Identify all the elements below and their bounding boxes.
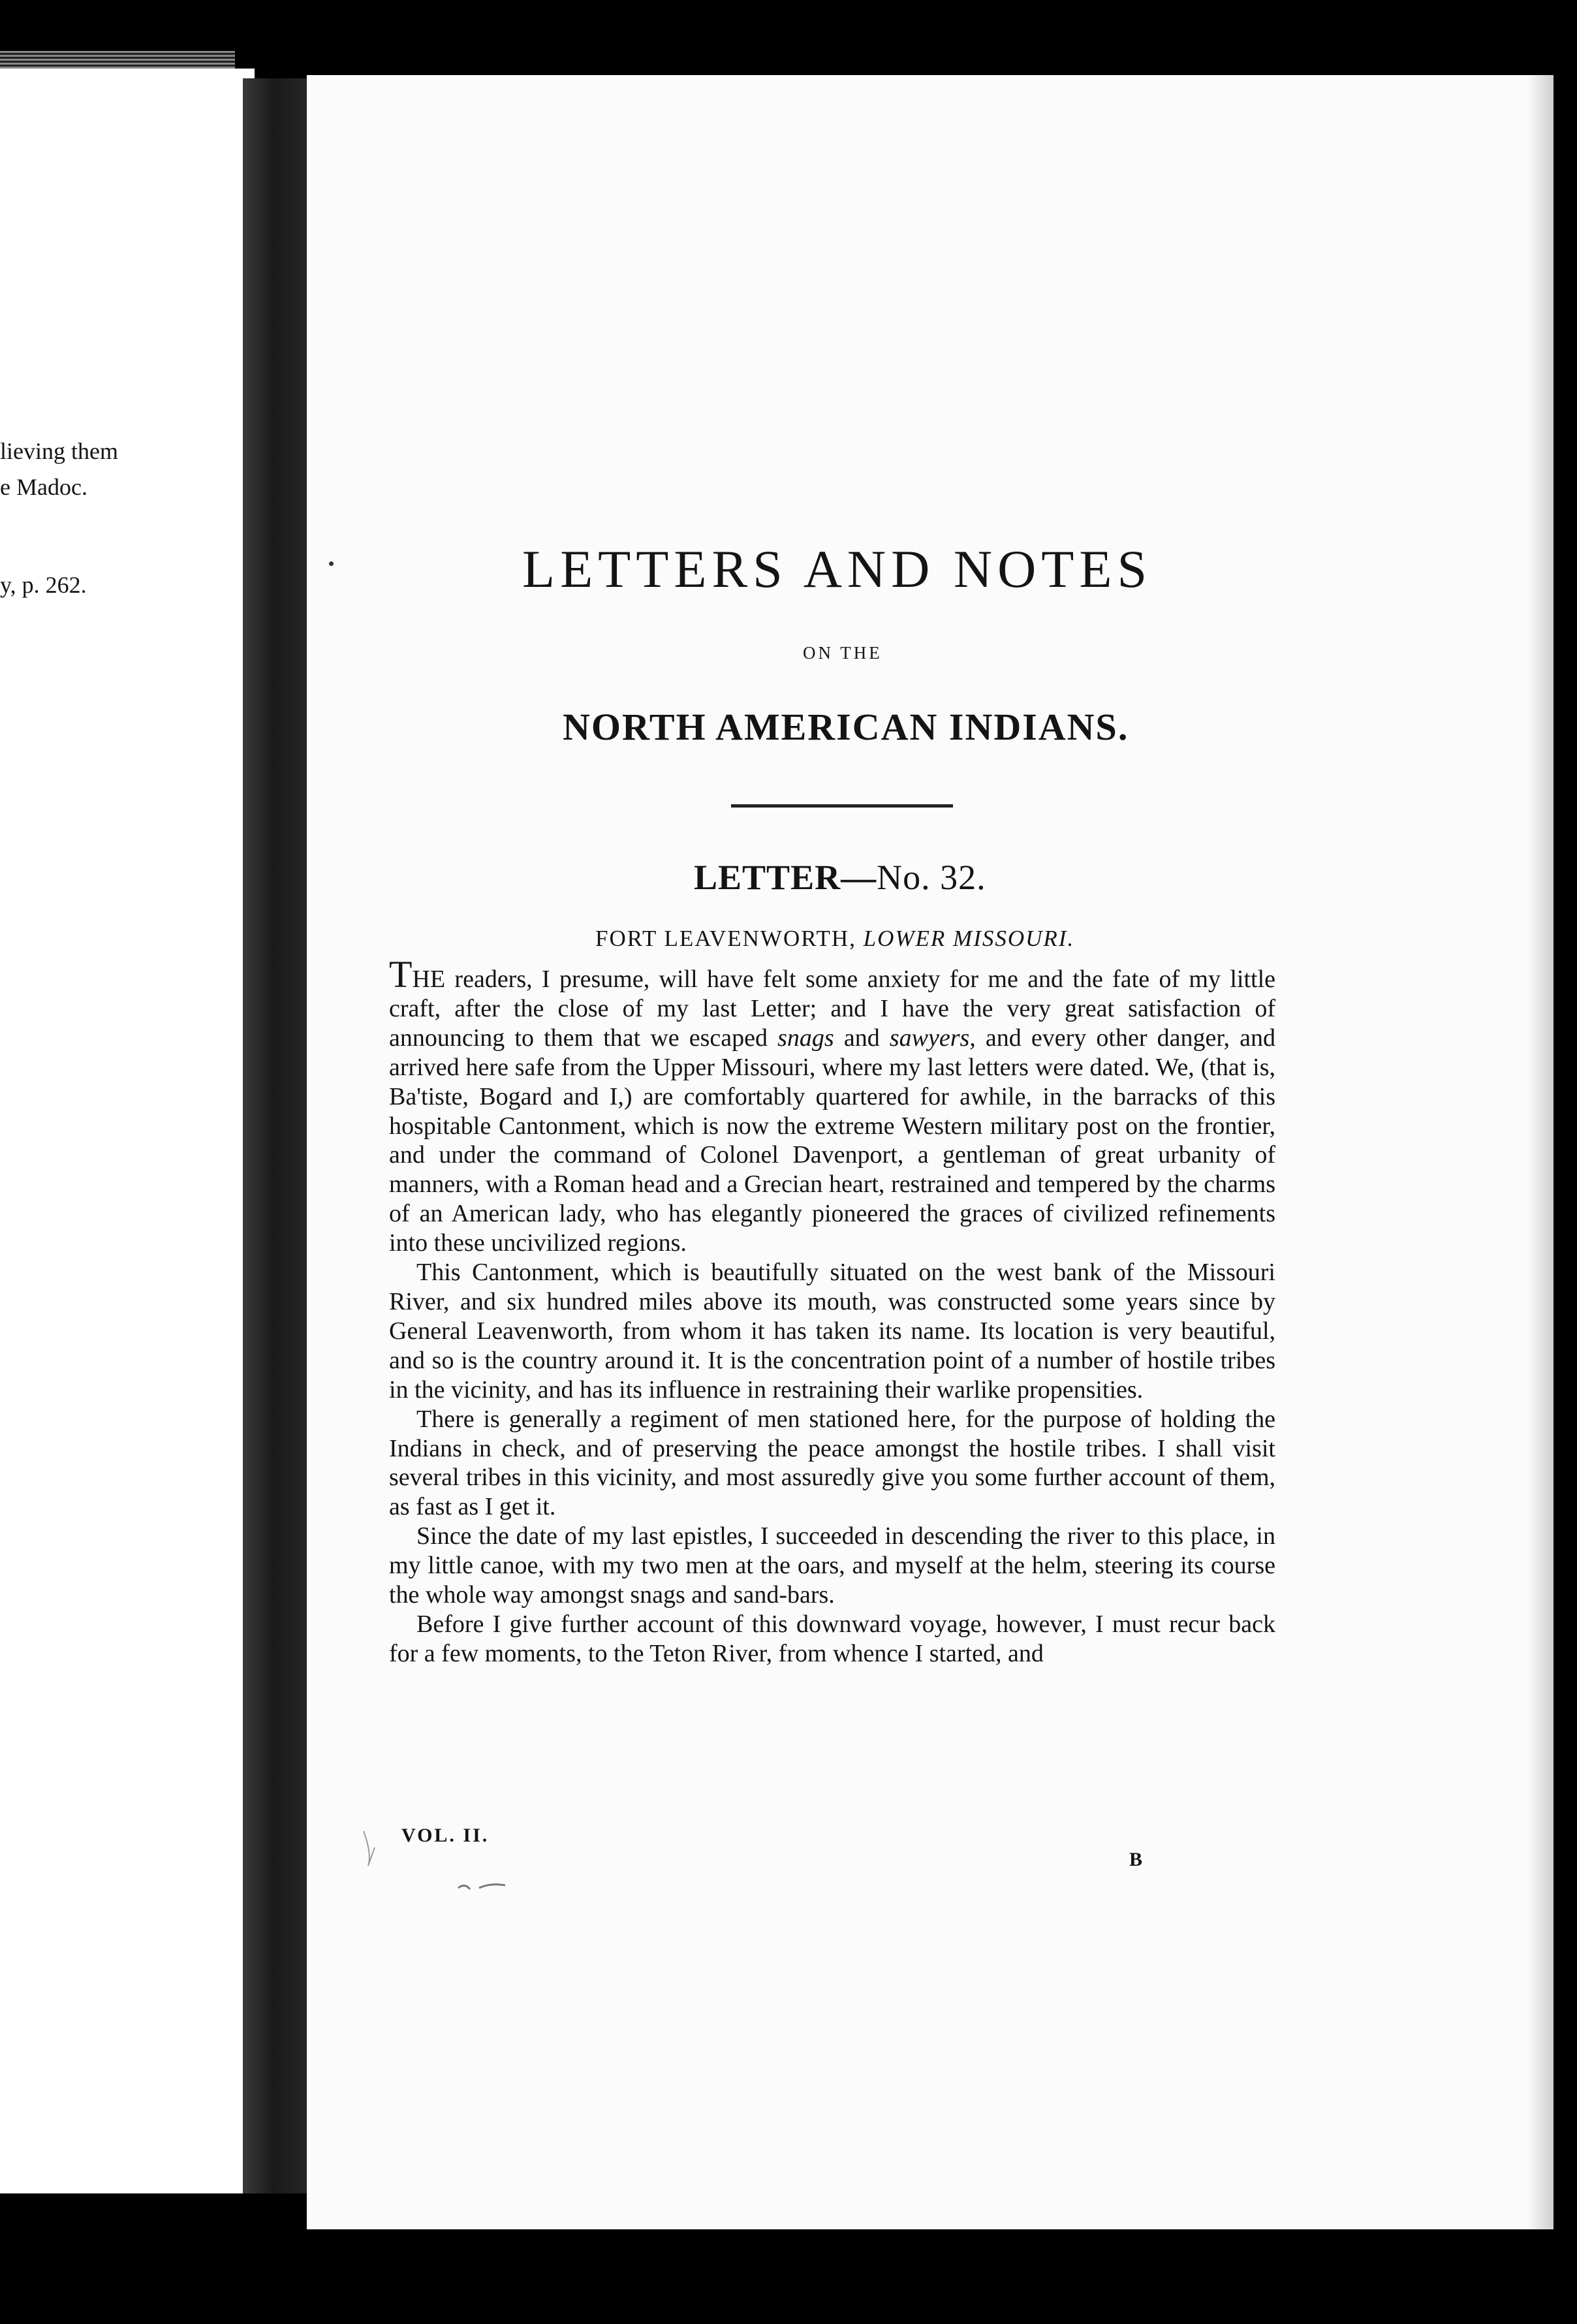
left-page-note: e Madoc. — [0, 474, 87, 500]
body-paragraph: Since the date of my last epistles, I succeeded in descending the river to this place, in my little canoe, with my two men at the oars, and myself at the helm, steering its course the whole way amongst snags and sand-bars. — [389, 1522, 1275, 1609]
ink-speck — [329, 561, 334, 566]
body-paragraph: This Cantonment, which is beautifully situated on the west bank of the Missouri River, and six hundred miles above its mouth, was constructed some years since by General Leavenworth, from whom it has taken its name. Its location is very beautiful, and so is the country around it. It is the concentration point of a number of hostile tribes in the vicinity, and has its influence in restraining their warlike propensities. — [389, 1259, 1275, 1404]
body-paragraph: Before I give further account of this downward voyage, however, I must recur back for a few moments, to the Teton River, from whence I started, and — [389, 1610, 1275, 1667]
place-name: FORT LEAVENWORTH, — [595, 926, 864, 951]
left-page — [0, 69, 255, 2193]
letter-heading — [694, 857, 986, 898]
page-title: LETTERS AND NOTES — [522, 539, 1153, 599]
italic-term: sawyers, — [889, 1024, 976, 1052]
left-page-note: y, p. 262. — [0, 572, 87, 598]
page-subtitle: NORTH AMERICAN INDIANS. — [563, 706, 1129, 748]
left-page-note: lieving them — [0, 438, 118, 464]
title-divider — [731, 804, 953, 808]
page-edge-shadow — [1527, 75, 1554, 2229]
title-connector: ON THE — [803, 643, 882, 663]
letter-label: LETTER— — [694, 858, 877, 897]
body-paragraph: There is generally a regiment of men stationed here, for the purpose of holding the Indians in check, and of preserving the peace amongst the hostile tribes. I shall visit several tribes in this vicinity, and most assuredly give you some further account of them, as fast as I get it. — [389, 1405, 1275, 1521]
letter-body — [389, 953, 1275, 1669]
italic-term: snags — [777, 1024, 834, 1052]
volume-marker: VOL. II. — [401, 1825, 490, 1846]
body-paragraph: THE readers, I presume, will have felt some anxiety for me and the fate of my little craft, after the close of my last Letter; and I have the very great satisfaction of announcing to them that we escaped snags and sawyers, and every other danger, and arrived here safe from the Upper Missouri, where my last letters were dated. We, (that is, Ba'tiste, Bogard and I,) are comfortably quartered for awhile, in the barracks of this hospitable Cantonment, which is now the extreme Western military post on the frontier, and under the command of Colonel Davenport, a gentleman of great urbanity of manners, with a Roman head and a Grecian heart, restrained and tempered by the charms of an American lady, who has elegantly pioneered the graces of civilized refinements into these uncivilized regions. — [389, 953, 1275, 1257]
signature-mark: B — [1129, 1849, 1143, 1870]
letter-number: No. 32. — [877, 858, 986, 897]
letter-place — [595, 926, 1074, 952]
drop-cap: T — [389, 953, 413, 996]
place-region: LOWER MISSOURI. — [863, 926, 1075, 951]
